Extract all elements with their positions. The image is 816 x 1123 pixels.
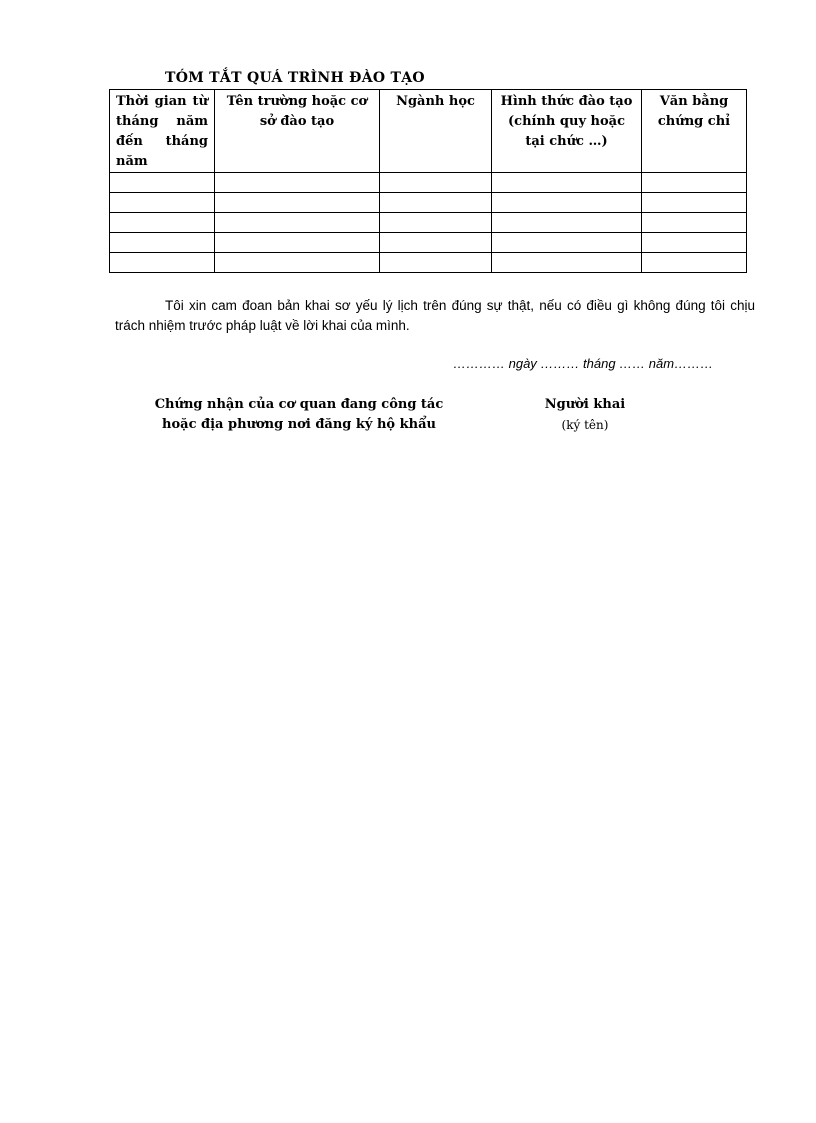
table-cell[interactable] [110, 173, 215, 193]
table-cell[interactable] [642, 173, 747, 193]
table-cell[interactable] [380, 233, 492, 253]
certification-block [140, 395, 458, 435]
table-cell[interactable] [642, 213, 747, 233]
table-row [110, 193, 747, 213]
table-cell[interactable] [110, 193, 215, 213]
table-cell[interactable] [642, 193, 747, 213]
section-title: TÓM TẮT QUÁ TRÌNH ĐÀO TẠO [165, 70, 425, 86]
declaration-paragraph: Tôi xin cam đoan bản khai sơ yếu lý lịch trên đúng sự thật, nếu có điều gì không đúng tôi chịu trách nhiệm trước pháp luật về lời khai của mình. [115, 298, 755, 333]
table-cell[interactable] [492, 173, 642, 193]
header-certificate: Văn bằng chứng chỉ [642, 90, 747, 173]
table-cell[interactable] [215, 193, 380, 213]
table-cell[interactable] [492, 213, 642, 233]
training-summary-table [109, 89, 747, 273]
date-line: ………… ngày ……… tháng …… năm……… [453, 356, 714, 371]
table-cell[interactable] [215, 213, 380, 233]
table-cell[interactable] [492, 233, 642, 253]
table-cell[interactable] [215, 233, 380, 253]
signature-note: (ký tên) [561, 418, 609, 432]
certification-line-2: hoặc địa phương nơi đăng ký hộ khẩu [162, 417, 436, 432]
header-school-name: Tên trường hoặc cơ sở đào tạo [215, 90, 380, 173]
table-cell[interactable] [380, 173, 492, 193]
certification-line-1: Chứng nhận của cơ quan đang công tác [154, 397, 444, 412]
table-cell[interactable] [110, 213, 215, 233]
declarant-block [520, 395, 650, 435]
table-cell[interactable] [492, 253, 642, 273]
header-time-period: Thời gian từ tháng năm đến tháng năm [110, 90, 215, 173]
table-cell[interactable] [380, 193, 492, 213]
table-cell[interactable] [380, 253, 492, 273]
table-cell[interactable] [642, 233, 747, 253]
table-row [110, 233, 747, 253]
table-row [110, 173, 747, 193]
table-row [110, 253, 747, 273]
table-cell[interactable] [215, 253, 380, 273]
table-row [110, 213, 747, 233]
header-training-form: Hình thức đào tạo (chính quy hoặc tại chức …) [492, 90, 642, 173]
header-major: Ngành học [380, 90, 492, 173]
table-cell[interactable] [110, 253, 215, 273]
table-header-row [110, 90, 747, 173]
declarant-title: Người khai [544, 397, 626, 412]
table-cell[interactable] [642, 253, 747, 273]
table-cell[interactable] [110, 233, 215, 253]
table-cell[interactable] [215, 173, 380, 193]
table-cell[interactable] [492, 193, 642, 213]
table-cell[interactable] [380, 213, 492, 233]
